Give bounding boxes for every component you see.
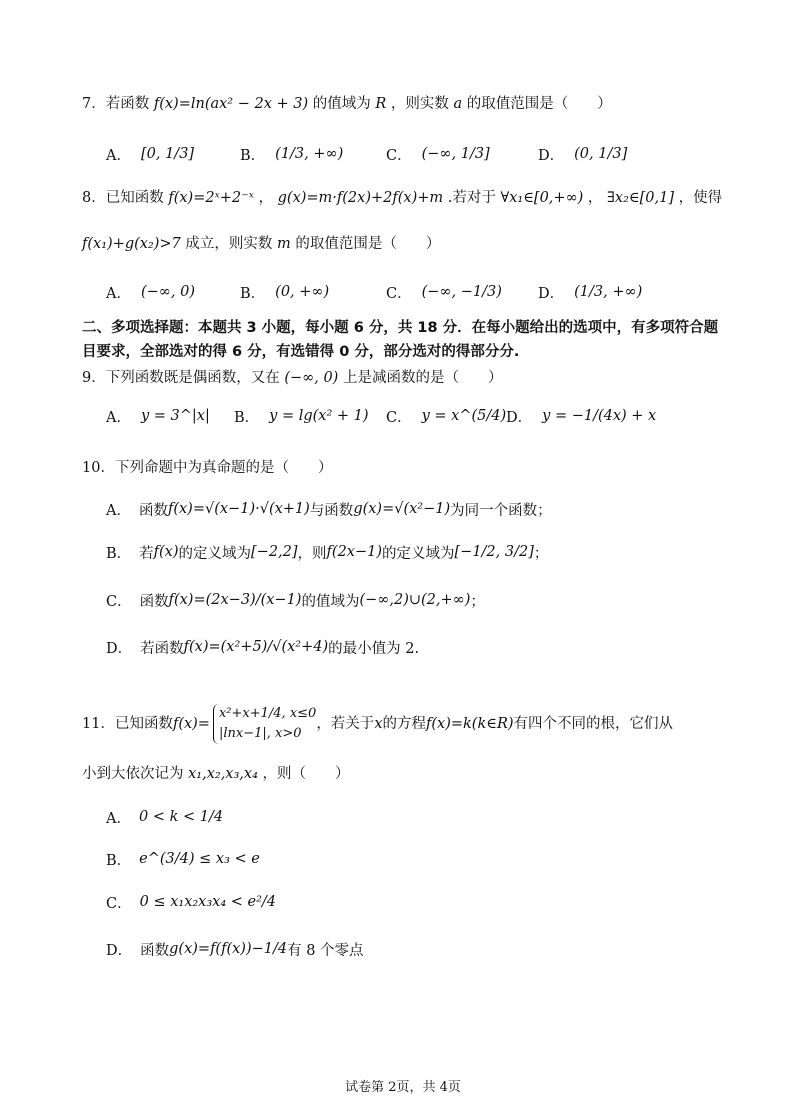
option-label: C． xyxy=(386,409,412,426)
option-label: C． xyxy=(386,285,412,302)
section-2-header: 二、多项选择题：本题共 3 小题，每小题 6 分，共 18 分．在每小题给出的选项中，有多项符合题目要求，全部选对的得 6 分，有选错得 0 分，部分选对的得部分分. xyxy=(82,320,719,360)
page-footer: 试卷第 2页，共 4页 xyxy=(345,1080,461,1095)
option-value: (1/3, +∞) xyxy=(275,146,344,162)
option-value: (−∞, −1/3) xyxy=(421,284,502,300)
q8-inequality: f(x₁)+g(x₂)>7 xyxy=(82,236,181,252)
q11-d-text2: 有 8 个零点 xyxy=(287,942,364,959)
option-value: 0 < k < 1/4 xyxy=(138,809,224,825)
option-value: y = lg(x² + 1) xyxy=(269,408,369,424)
q11-text3: 的方程 xyxy=(382,716,426,732)
q11-line2b: ，则（ ） xyxy=(262,766,350,782)
option-label: A． xyxy=(106,285,131,302)
q10-a-text2: 与函数 xyxy=(309,502,354,519)
q10-a-g: g(x)=√(x²−1) xyxy=(353,501,451,517)
question-7 xyxy=(82,94,612,114)
q9-option-d[interactable] xyxy=(506,396,656,436)
q9-option-b[interactable] xyxy=(234,396,369,436)
q11-prefix: 11．已知函数 xyxy=(82,716,173,732)
q10-option-c[interactable] xyxy=(106,584,485,616)
option-label: A． xyxy=(106,502,131,519)
q9-options xyxy=(106,396,726,436)
question-11-line2 xyxy=(82,764,350,784)
option-value: [0, 1/3] xyxy=(140,146,195,162)
option-label: B． xyxy=(240,285,266,302)
option-label: A． xyxy=(106,147,131,164)
option-label: A． xyxy=(106,409,131,426)
q8-m: m xyxy=(277,236,291,252)
q8-option-c[interactable] xyxy=(386,272,502,312)
q9-option-a[interactable] xyxy=(106,396,210,436)
q9-prefix: 9．下列函数既是偶函数，又在 xyxy=(82,370,280,386)
q11-eq: f(x)=k(k∈R) xyxy=(426,716,514,732)
q10-d-text2: 的最小值为 2. xyxy=(328,640,420,657)
q7-option-d[interactable] xyxy=(538,134,627,174)
q11-d-text1: 函数 xyxy=(140,942,170,959)
q10-c-text2: 的值域为 xyxy=(301,593,360,610)
q10-a-text1: 函数 xyxy=(138,502,168,519)
q10-c-text1: 函数 xyxy=(139,593,169,610)
q11-piecewise xyxy=(213,704,316,744)
option-label: A． xyxy=(106,810,131,827)
q8-option-a[interactable] xyxy=(106,272,195,312)
q11-f: f(x)= xyxy=(172,716,210,732)
q11-text4: 有四个不同的根，它们从 xyxy=(513,716,674,732)
q8-text4: 的取值范围是（ ） xyxy=(295,236,441,252)
option-label: B． xyxy=(106,545,132,562)
q11-option-a[interactable] xyxy=(106,800,223,834)
q11-x: x xyxy=(374,716,383,732)
q7-option-a[interactable] xyxy=(106,134,194,174)
q10-b-f: f(x) xyxy=(153,544,179,560)
option-label: D． xyxy=(106,942,133,959)
option-label: D． xyxy=(538,285,565,302)
q10-c-f: f(x)=(2x−3)/(x−1) xyxy=(168,592,302,608)
q11-option-d[interactable] xyxy=(106,934,364,964)
q10-b-text3: ，则 xyxy=(297,545,327,562)
question-10: 10．下列命题中为真命题的是（ ） xyxy=(82,460,333,476)
q8-text2: ，使得 xyxy=(678,190,723,206)
q10-option-a[interactable] xyxy=(106,496,552,522)
q11-case2: |lnx−1|, x>0 xyxy=(218,726,302,741)
option-value: g(x)=f(f(x))−1/4 xyxy=(169,941,288,957)
option-value: 0 ≤ x₁x₂x₃x₄ < e²/4 xyxy=(139,894,277,910)
q8-sep2: ， xyxy=(587,190,603,206)
q7-prefix: 7．若函数 xyxy=(82,96,150,112)
q8-g: g(x)=m·f(2x)+2f(x)+m xyxy=(277,190,444,206)
q11-roots: x₁,x₂,x₃,x₄ xyxy=(188,766,258,782)
option-value: (0, 1/3] xyxy=(574,146,628,162)
question-11 xyxy=(82,698,673,750)
q11-text2: ，若关于 xyxy=(316,716,375,732)
option-label: B． xyxy=(234,409,260,426)
option-value: (−∞, 1/3] xyxy=(421,146,490,162)
question-9 xyxy=(82,368,502,388)
q9-interval: (−∞, 0) xyxy=(284,370,339,386)
q9-text2: 上是减函数的是（ ） xyxy=(342,370,503,386)
q8-f: f(x)=2ˣ+2⁻ˣ xyxy=(168,190,254,206)
q7-options xyxy=(106,134,726,174)
q10-b-text2: 的定义域为 xyxy=(178,545,252,562)
question-8-line2 xyxy=(82,234,440,254)
q8-sep: ， xyxy=(258,190,274,206)
q8-text: .若对于 xyxy=(447,190,496,206)
q7-text3: ，则实数 xyxy=(390,96,449,112)
q8-prefix: 8．已知函数 xyxy=(82,190,164,206)
option-label: C． xyxy=(106,895,132,912)
q10-b-text1: 若 xyxy=(139,545,154,562)
option-value: y = −1/(4x) + x xyxy=(542,408,657,424)
q10-b-text5: ； xyxy=(533,545,549,562)
q7-a: a xyxy=(453,96,463,112)
option-value: (−∞, 0) xyxy=(140,284,195,300)
option-label: C． xyxy=(386,147,412,164)
q10-d-text1: 若函数 xyxy=(140,640,184,657)
q10-a-f: f(x)=√(x−1)·√(x+1) xyxy=(167,501,310,517)
q7-formula: f(x)=ln(ax² − 2x + 3) xyxy=(153,96,309,112)
q9-option-c[interactable] xyxy=(386,396,506,436)
q10-c-text3: ； xyxy=(470,593,485,610)
q7-option-c[interactable] xyxy=(386,134,490,174)
q10-b-f2: f(2x−1) xyxy=(326,544,383,560)
q7-text2: 的值域为 xyxy=(312,96,371,112)
option-label: D． xyxy=(106,640,133,657)
q8-forall: ∀x₁∈[0,+∞) xyxy=(500,190,584,206)
option-value: (0, +∞) xyxy=(275,284,330,300)
option-label: B． xyxy=(240,147,266,164)
q11-option-b[interactable] xyxy=(106,846,260,872)
q8-text3: 成立，则实数 xyxy=(185,236,273,252)
q10-b-dom: [−2,2] xyxy=(251,544,298,560)
option-label: B． xyxy=(106,852,132,869)
option-label: C． xyxy=(106,593,132,610)
question-8 xyxy=(82,188,722,208)
option-value: y = 3^|x| xyxy=(140,408,210,424)
q10-option-d[interactable] xyxy=(106,630,419,664)
q8-option-d[interactable] xyxy=(538,272,642,312)
q10-c-range: (−∞,2)∪(2,+∞) xyxy=(359,592,471,608)
q7-text4: 的取值范围是（ ） xyxy=(466,96,612,112)
q11-option-c[interactable] xyxy=(106,886,276,918)
option-value: e^(3/4) ≤ x₃ < e xyxy=(139,851,260,867)
q7-option-b[interactable] xyxy=(240,134,343,174)
q10-a-text3: 为同一个函数； xyxy=(450,502,552,519)
q8-options xyxy=(106,272,726,312)
q8-exists: ∃x₂∈[0,1] xyxy=(607,190,674,206)
q11-line2: 小到大依次记为 xyxy=(82,766,184,782)
q11-case1: x²+x+1/4, x≤0 xyxy=(218,706,317,721)
option-label: D． xyxy=(538,147,565,164)
option-value: y = x^(5/4) xyxy=(421,408,507,424)
q8-option-b[interactable] xyxy=(240,272,329,312)
option-value: (1/3, +∞) xyxy=(574,284,643,300)
option-label: D． xyxy=(506,409,533,426)
q7-R: R xyxy=(375,96,387,112)
q10-b-dom2: [−1/2, 3/2] xyxy=(454,544,534,560)
q10-d-f: f(x)=(x²+5)/√(x²+4) xyxy=(183,639,329,655)
q10-b-text4: 的定义域为 xyxy=(382,545,455,562)
q10-option-b[interactable] xyxy=(106,536,548,568)
